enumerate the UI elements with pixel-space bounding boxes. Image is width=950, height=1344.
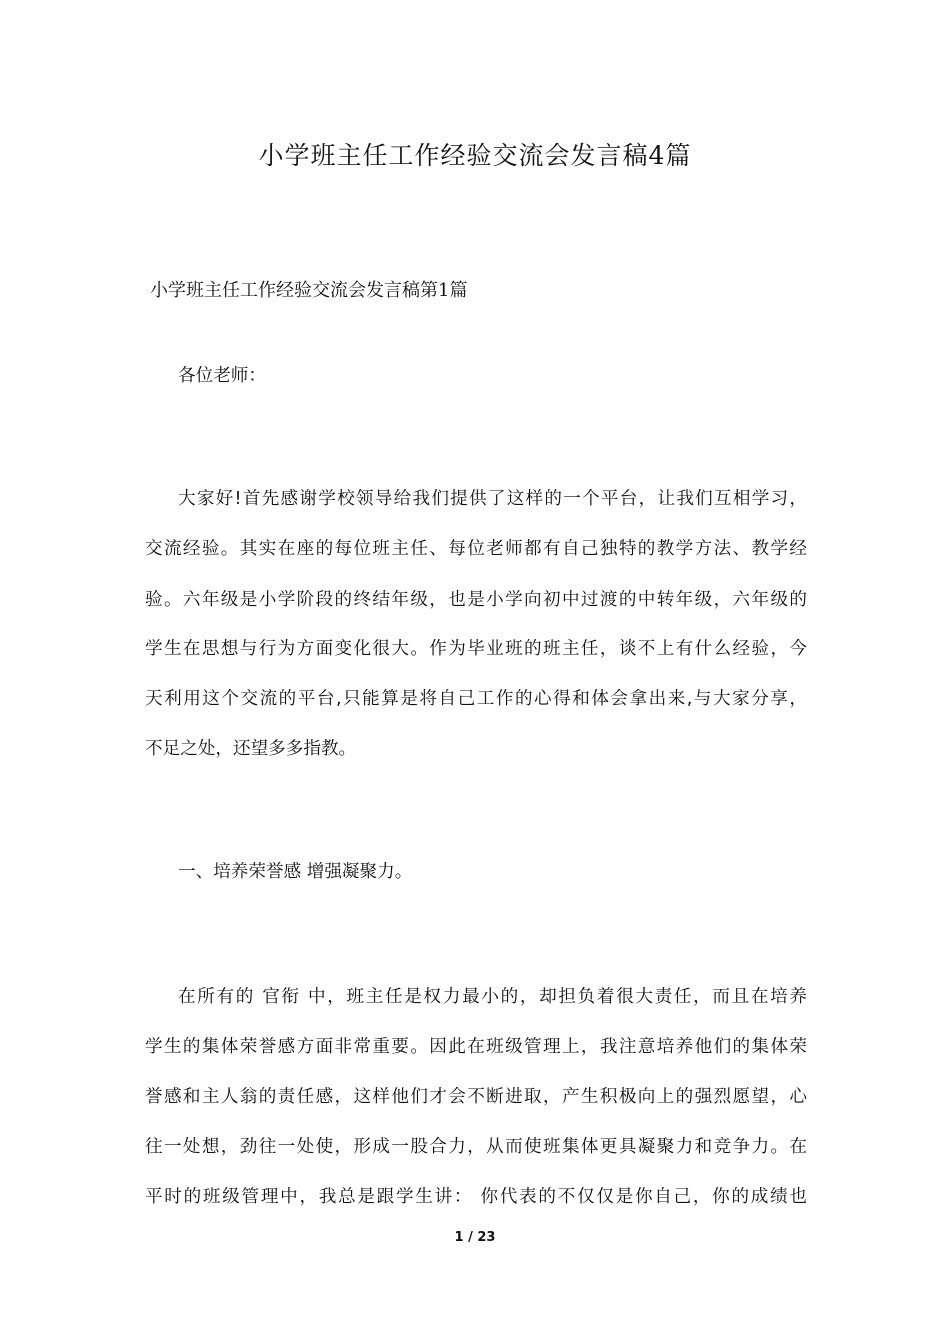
paragraph-line: 在所有的 官衔 中，班主任是权力最小的，却担负着很大责任，而且在培养 <box>178 987 807 1007</box>
paragraph-line: 往一处想，劲往一处使，形成一股合力，从而使班集体更具凝聚力和竞争力。在 <box>145 1137 807 1157</box>
page-indicator: 1 / 23 <box>454 1230 496 1245</box>
section-subtitle: 小学班主任工作经验交流会发言稿第1篇 <box>150 280 468 301</box>
paragraph-line: 大家好!首先感谢学校领导给我们提供了这样的一个平台，让我们互相学习， <box>178 489 807 509</box>
paragraph-line: 验。六年级是小学阶段的终结年级，也是小学向初中过渡的中转年级，六年级的 <box>145 590 807 610</box>
paragraph-line: 天利用这个交流的平台,只能算是将自己工作的心得和体会拿出来,与大家分享， <box>145 689 807 709</box>
section-heading: 一、培养荣誉感 增强凝聚力。 <box>178 862 413 882</box>
paragraph-line: 誉感和主人翁的责任感，这样他们才会不断进取，产生积极向上的强烈愿望，心 <box>145 1087 807 1107</box>
paragraph-line: 学生的集体荣誉感方面非常重要。因此在班级管理上，我注意培养他们的集体荣 <box>145 1037 807 1057</box>
paragraph-line: 学生在思想与行为方面变化很大。作为毕业班的班主任，谈不上有什么经验，今 <box>145 639 807 659</box>
salutation: 各位老师： <box>178 366 266 386</box>
paragraph-line: 不足之处，还望多多指教。 <box>145 739 357 759</box>
paragraph-line: 平时的班级管理中，我总是跟学生讲： 你代表的不仅仅是你自己，你的成绩也 <box>145 1187 807 1207</box>
paragraph-line: 交流经验。其实在座的每位班主任、每位老师都有自己独特的教学方法、教学经 <box>145 539 807 559</box>
document-title: 小学班主任工作经验交流会发言稿4篇 <box>258 141 692 170</box>
